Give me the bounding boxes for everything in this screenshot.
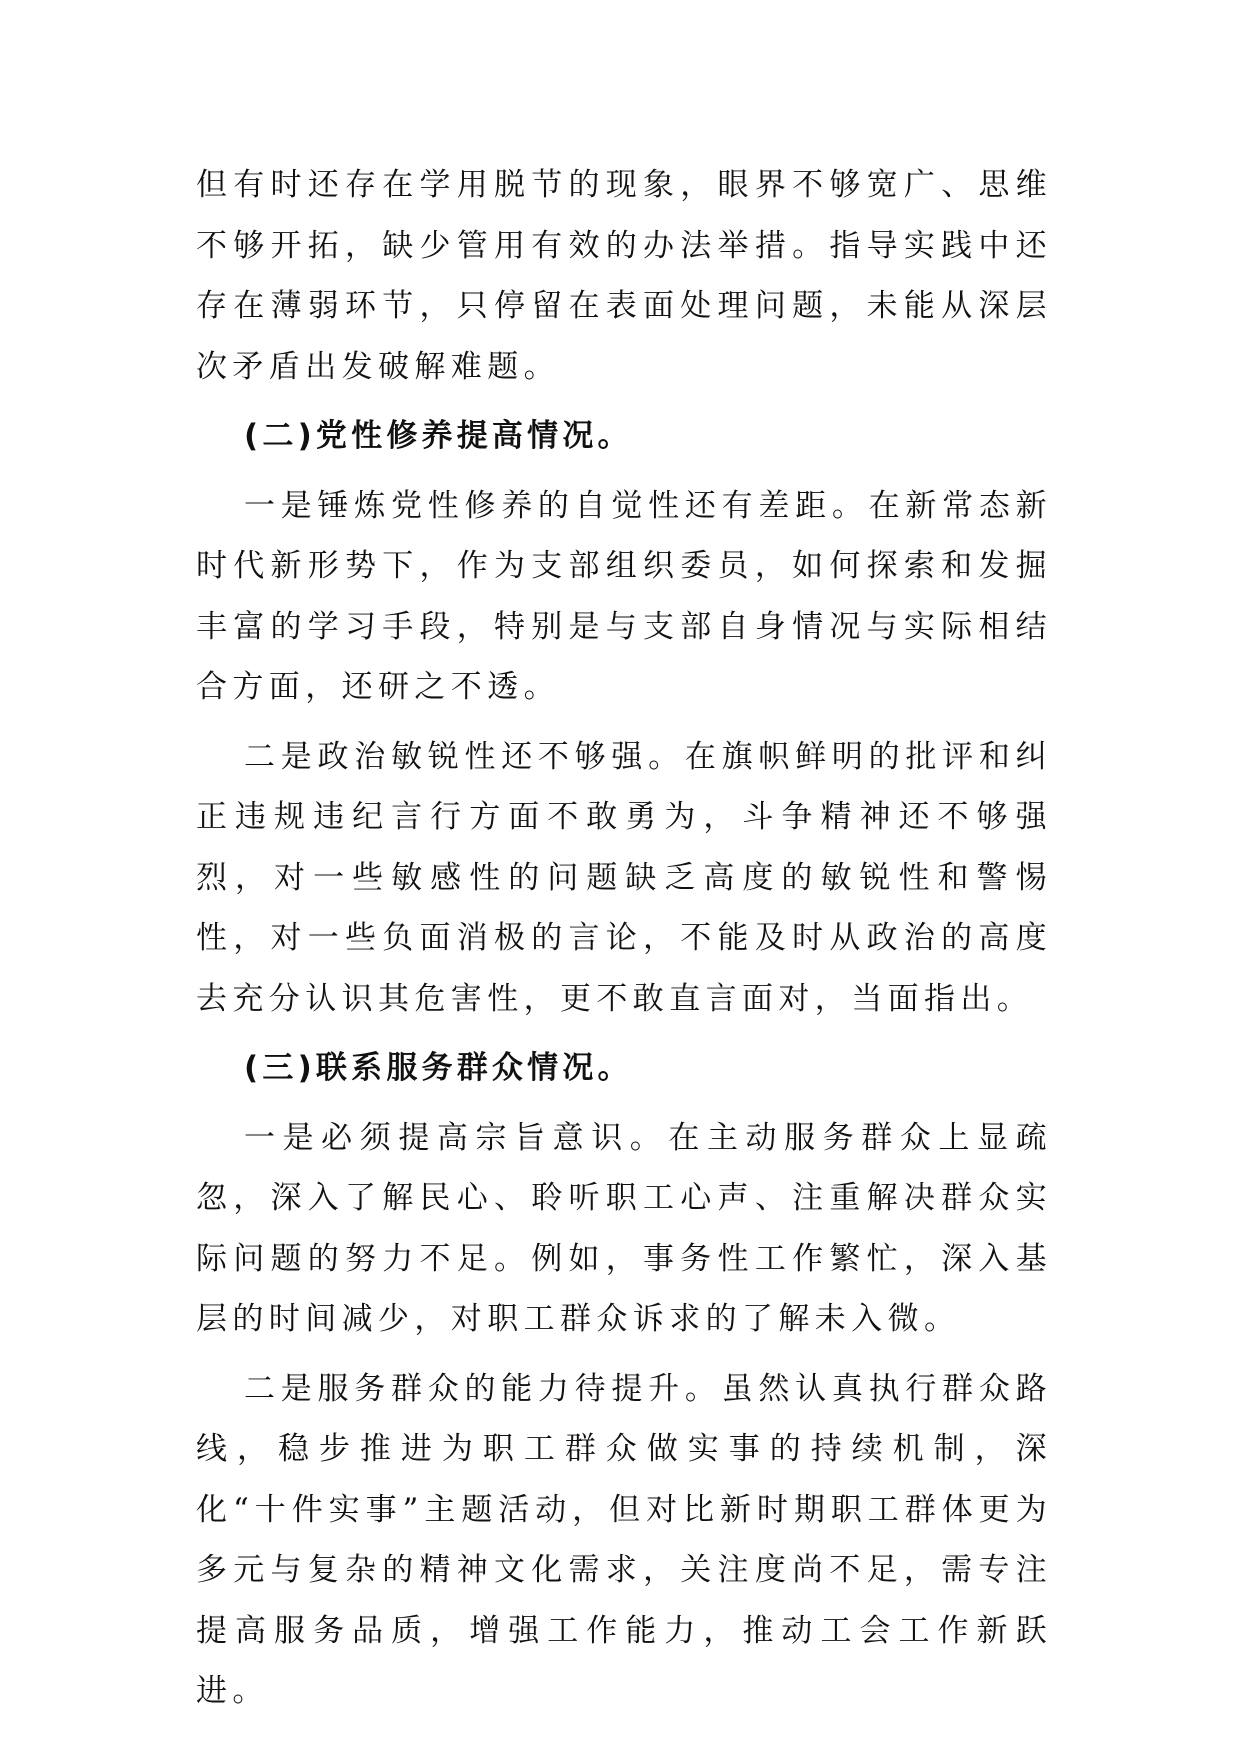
paragraph-serving-masses-2: 二是服务群众的能力待提升。虽然认真执行群众路线，稳步推进为职工群众做实事的持续机制，深化“十件实事”主题活动，但对比新时期职工群体更为多元与复杂的精神文化需求，关注度尚不足，需专注提高服务品质，增强工作能力，推动工会工作新跃进。 xyxy=(196,1370,1052,1709)
section-heading-serving-masses: (三)联系服务群众情况。 xyxy=(244,1050,633,1086)
section-heading-party-spirit: (二)党性修养提高情况。 xyxy=(244,418,633,454)
document-body xyxy=(196,155,1052,1731)
paragraph-party-spirit-1: 一是锤炼党性修养的自觉性还有差距。在新常态新时代新形势下，作为支部组织委员，如何探索和发掘丰富的学习手段，特别是与支部自身情况与实际相结合方面，还研之不透。 xyxy=(196,487,1052,705)
paragraph-continuation: 但有时还存在学用脱节的现象，眼界不够宽广、思维不够开拓，缺少管用有效的办法举措。指导实践中还存在薄弱环节，只停留在表面处理问题，未能从深层次矛盾出发破解难题。 xyxy=(196,167,1052,385)
paragraph-serving-masses-1: 一是必须提高宗旨意识。在主动服务群众上显疏忽，深入了解民心、聆听职工心声、注重解决群众实际问题的努力不足。例如，事务性工作繁忙，深入基层的时间减少，对职工群众诉求的了解未入微。 xyxy=(196,1119,1052,1337)
paragraph-party-spirit-2: 二是政治敏锐性还不够强。在旗帜鲜明的批评和纠正违规违纪言行方面不敢勇为，斗争精神还不够强烈，对一些敏感性的问题缺乏高度的敏锐性和警惕性，对一些负面消极的言论，不能及时从政治的高度去充分认识其危害性，更不敢直言面对，当面指出。 xyxy=(196,738,1052,1017)
